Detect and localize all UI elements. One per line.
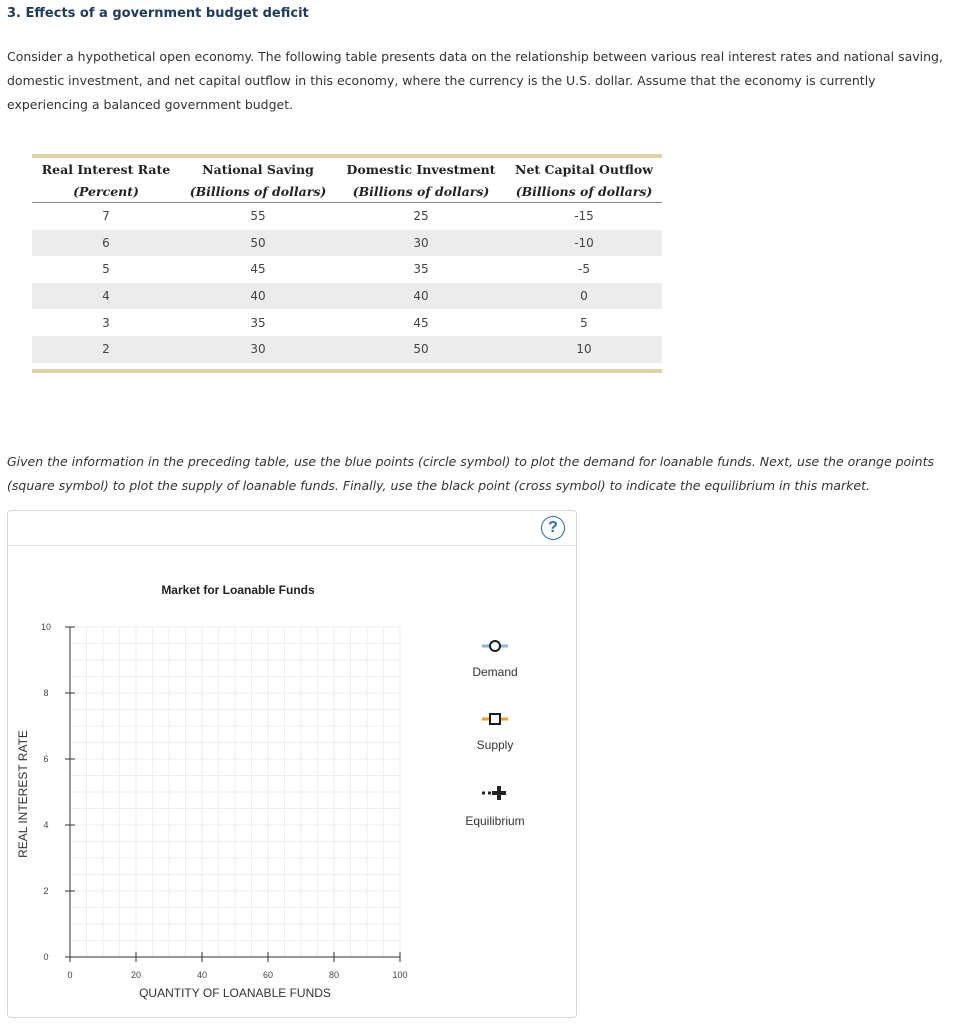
y-tick-label: 0: [43, 952, 49, 962]
column-subheader: (Percent): [32, 180, 180, 203]
table-row: [32, 230, 662, 257]
table-cell: 55: [250, 209, 266, 224]
data-table: [32, 154, 662, 373]
column-header: Domestic Investment: [346, 161, 496, 177]
loanable-funds-chart[interactable]: [8, 511, 576, 1017]
column-subheader: (Billions of dollars): [180, 180, 336, 203]
x-tick-label: 40: [196, 970, 208, 980]
x-axis-label: QUANTITY OF LOANABLE FUNDS: [139, 986, 331, 1000]
table-cell: 6: [32, 230, 180, 257]
supply-square-icon[interactable]: [480, 712, 510, 726]
x-tick-label: 60: [262, 970, 274, 980]
demand-circle-icon[interactable]: [480, 639, 510, 653]
table-cell: -10: [506, 230, 662, 257]
table-bottom-rule: [32, 369, 662, 373]
table-cell: 35: [250, 315, 266, 330]
intro-text: Consider a hypothetical open economy. The following table presents data on the relationship between various real interest rates and national saving, domestic investment, and net capital outflow in this economy, where the currency is the U.S. dollar. Assume that the economy is currently experiencing a balanced government budget.: [7, 49, 943, 112]
x-tick-label: 80: [328, 970, 340, 980]
y-axis-label: REAL INTEREST RATE: [16, 730, 30, 858]
x-tick-label: 0: [67, 970, 73, 980]
table-cell: 50: [336, 336, 506, 363]
column-subheader: (Billions of dollars): [506, 180, 662, 203]
table-row: [32, 203, 662, 230]
table-cell: -5: [578, 262, 590, 277]
table-cell: 40: [180, 283, 336, 310]
table-row: [32, 256, 662, 283]
y-tick-label: 6: [43, 754, 49, 764]
legend-supply[interactable]: [463, 712, 527, 752]
table-cell: 5: [580, 315, 588, 330]
column-header: Real Interest Rate: [41, 161, 171, 177]
table-cell: 50: [180, 230, 336, 257]
table-cell: 0: [506, 283, 662, 310]
table-cell: 3: [102, 315, 110, 330]
table-cell: 45: [413, 315, 429, 330]
chart-title: Market for Loanable Funds: [161, 583, 315, 597]
equilibrium-cross-icon[interactable]: [480, 784, 510, 802]
x-tick-label: 100: [392, 970, 408, 980]
table-cell: -15: [574, 209, 594, 224]
table-row: [32, 309, 662, 336]
legend-supply-label: Supply: [476, 738, 514, 752]
legend-equilibrium-label: Equilibrium: [465, 814, 525, 828]
column-subheader: (Billions of dollars): [336, 180, 506, 203]
table-cell: 40: [336, 283, 506, 310]
table-cell: 10: [506, 336, 662, 363]
y-tick-label: 10: [40, 622, 52, 632]
column-header: Net Capital Outflow: [515, 161, 653, 177]
legend-demand[interactable]: [463, 639, 527, 679]
y-tick-label: 4: [43, 820, 49, 830]
table-row: [32, 336, 662, 363]
table-cell: 5: [102, 262, 110, 277]
table-cell: 30: [180, 336, 336, 363]
legend-demand-label: Demand: [472, 665, 518, 679]
y-tick-label: 2: [43, 886, 49, 896]
legend-equilibrium[interactable]: [458, 784, 532, 828]
y-tick-label: 8: [43, 688, 49, 698]
table-cell: 2: [32, 336, 180, 363]
table-cell: 30: [336, 230, 506, 257]
table-cell: 35: [413, 262, 429, 277]
table-cell: 7: [102, 209, 110, 224]
table-row: [32, 283, 662, 310]
table-cell: 4: [32, 283, 180, 310]
question-title: 3. Effects of a government budget deficit: [7, 6, 309, 21]
table-cell: 45: [250, 262, 266, 277]
graph-panel: [7, 510, 577, 1018]
x-tick-label: 20: [130, 970, 142, 980]
column-header: National Saving: [202, 161, 314, 177]
table-cell: 25: [413, 209, 429, 224]
help-icon[interactable]: ?: [541, 516, 565, 540]
instructions-text: Given the information in the preceding table, use the blue points (circle symbol) to plot the demand for loanable funds. Next, use the orange points (square symbol) to plot the supply of loanable funds. Finally, use the black point (cross symbol) to indicate the equilibrium in this market.: [7, 454, 934, 493]
